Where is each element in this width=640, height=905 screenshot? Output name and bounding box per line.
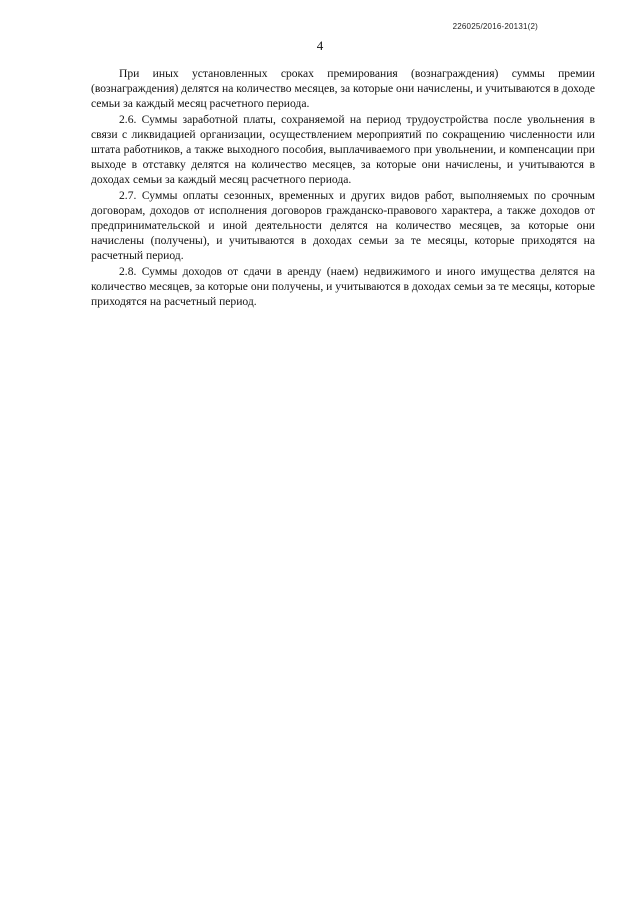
document-id: 226025/2016-20131(2)	[452, 22, 538, 31]
paragraph-2-7: 2.7. Суммы оплаты сезонных, временных и других видов работ, выполняемых по срочным договорам, доходов от исполнения договоров гражданско-правового характера, а также доходов от предпринимательской и иной деятельности делятся на количество месяцев, за которые они начислены (получены), и учитываются в доходах семьи за те месяцы, которые приходятся на расчетный период.	[91, 188, 595, 263]
paragraph-2-8: 2.8. Суммы доходов от сдачи в аренду (наем) недвижимого и иного имущества делятся на количество месяцев, за которые они получены, и учитываются в доходах семьи за те месяцы, которые приходятся на расчетный период.	[91, 264, 595, 309]
paragraph-bonus: При иных установленных сроках премирования (вознаграждения) суммы премии (вознаграждения) делятся на количество месяцев, за которые они начислены, и учитываются в доходе семьи за каждый месяц расчетного периода.	[91, 67, 595, 111]
page-number: 4	[316, 38, 324, 53]
paragraph-2-6: 2.6. Суммы заработной платы, сохраняемой на период трудоустройства после увольнения в связи с ликвидацией организации, осуществлением мероприятий по сокращению численности или штата работников, а также выходного пособия, выплачиваемого при увольнении, и компенсации при выходе в отставку делятся на количество месяцев, за которые они начислены, и учитываются в доходах семьи за каждый месяц расчетного периода.	[91, 112, 595, 187]
document-body	[91, 66, 595, 309]
